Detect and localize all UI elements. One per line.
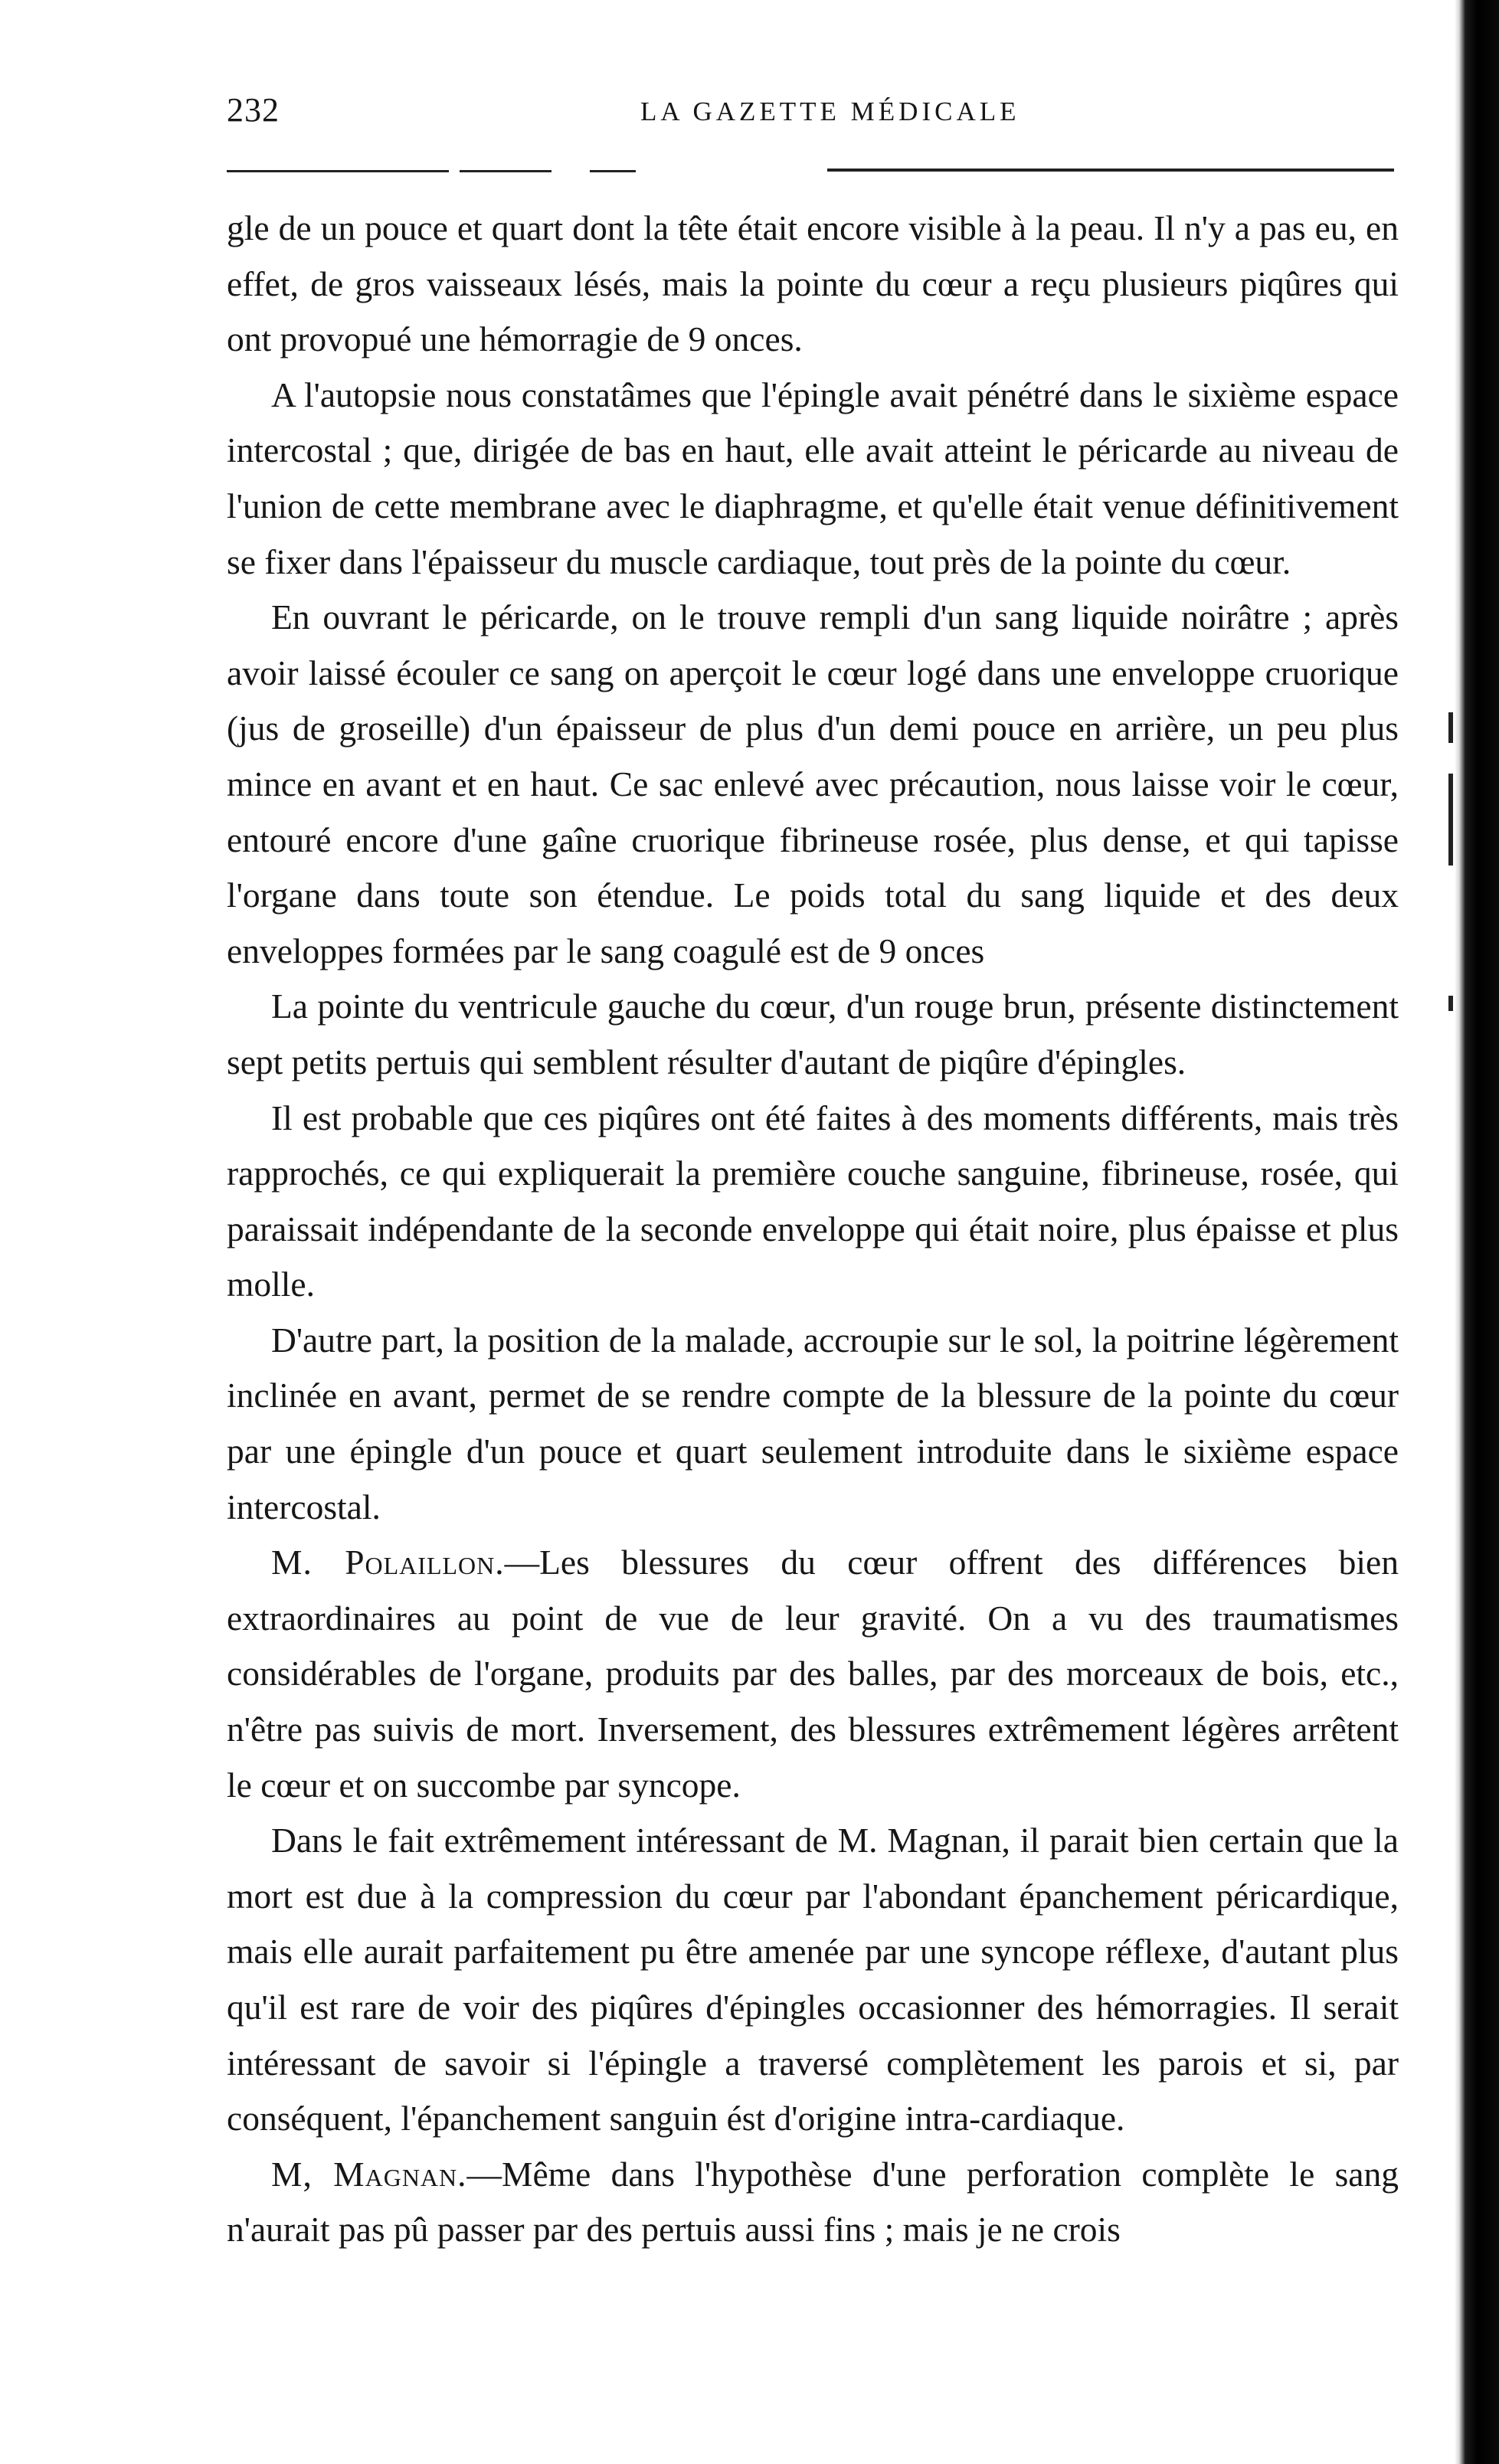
paragraph: La pointe du ventricule gauche du cœur, d'un rouge brun, présente distinctement sept petits pertuis qui semblent résulter d'autant de piqûre d'épingles. bbox=[227, 987, 1399, 1081]
scan-speck bbox=[1448, 996, 1453, 1011]
paragraph: Dans le fait extrêmement intéressant de M. Magnan, il parait bien certain que la mort est due à la compression du cœur par l'abondant épanchement péricardique, mais elle aurait parfaitement pu être amenée par une syncope réflexe, d'autant plus qu'il est rare de voir des piqûres d'épingles occasionner des hémorragies. Il serait intéressant de savoir si l'épingle a traversé complètement les parois et si, par conséquent, l'épanchement sanguin ést d'origine intra-cardiaque. bbox=[227, 1821, 1399, 2138]
speaker-name: M, Magnan. bbox=[271, 2154, 467, 2194]
header-rule bbox=[460, 170, 551, 172]
paragraph: gle de un pouce et quart dont la tête était encore visible à la peau. Il n'y a pas eu, en effet, de gros vaisseaux lésés, mais la pointe du cœur a reçu plusieurs piqûres qui ont provopué une hémorragie de 9 onces. bbox=[227, 208, 1399, 359]
paragraph: M, Magnan.—Même dans l'hypothèse d'une perforation complète le sang n'aurait pas pû passer par des pertuis aussi fins ; mais je ne crois bbox=[227, 2154, 1399, 2250]
paragraph: Il est probable que ces piqûres ont été faites à des moments différents, mais très rapprochés, ce qui expliquerait la première couche sanguine, fibrineuse, rosée, qui paraissait indépendante de la seconde enveloppe qui était noire, plus épaisse et plus molle. bbox=[227, 1098, 1399, 1304]
speaker-name: M. Polaillon. bbox=[271, 1543, 505, 1582]
paragraph: A l'autopsie nous constatâmes que l'épingle avait pénétré dans le sixième espace intercostal ; que, dirigée de bas en haut, elle avait atteint le péricarde au niveau de l'union de cette membrane avec le diaphragme, et qu'elle était venue définitivement se fixer dans l'épaisseur du muscle cardiaque, tout près de la pointe du cœur. bbox=[227, 375, 1399, 581]
paragraph: D'autre part, la position de la malade, accroupie sur le sol, la poitrine légèrement inclinée en avant, permet de se rendre compte de la blessure de la pointe du cœur par une épingle d'un pouce et quart seulement introduite dans le sixième espace intercostal. bbox=[227, 1320, 1399, 1527]
scan-speck bbox=[1448, 774, 1453, 866]
binding-edge bbox=[1455, 0, 1499, 2464]
running-head: LA GAZETTE MÉDICALE bbox=[640, 97, 1020, 126]
header-rule bbox=[827, 169, 1394, 172]
paragraph: M. Polaillon.—Les blessures du cœur offrent des différences bien extraordinaires au point de vue de leur gravité. On a vu des traumatismes considérables de l'organe, produits par des balles, par des morceaux de bois, etc., n'être pas suivis de mort. Inversement, des blessures extrêmement légères arrêtent le cœur et on succombe par syncope. bbox=[227, 1543, 1399, 1805]
scan-speck bbox=[1448, 712, 1453, 743]
header-rule bbox=[227, 170, 449, 172]
page-header bbox=[227, 90, 1399, 136]
header-rule bbox=[590, 170, 636, 172]
body-text bbox=[227, 201, 1399, 2258]
page-number: 232 bbox=[227, 91, 280, 129]
paragraph: En ouvrant le péricarde, on le trouve rempli d'un sang liquide noirâtre ; après avoir laissé écouler ce sang on aperçoit le cœur logé dans une enveloppe cruorique (jus de groseille) d'un épaisseur de plus d'un demi pouce en arrière, un peu plus mince en avant et en haut. Ce sac enlevé avec précaution, nous laisse voir le cœur, entouré encore d'une gaîne cruorique fibrineuse rosée, plus dense, et qui tapisse l'organe dans toute son étendue. Le poids total du sang liquide et des deux enveloppes formées par le sang coagulé est de 9 onces bbox=[227, 597, 1399, 970]
